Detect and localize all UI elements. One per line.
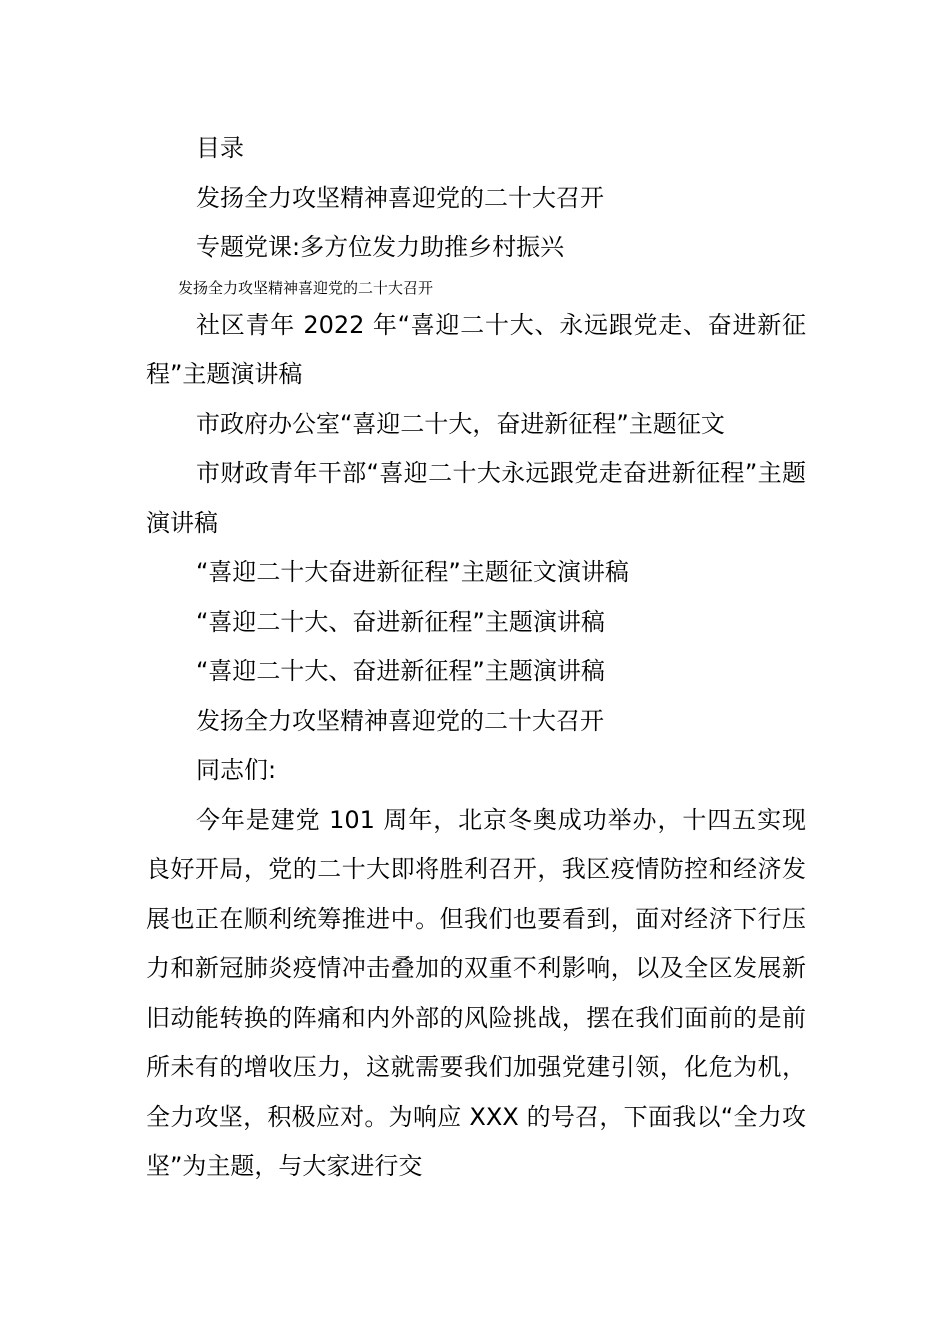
article-title: 市政府办公室“喜迎二十大，奋进新征程”主题征文 <box>196 409 725 438</box>
section-title: 发扬全力攻坚精神喜迎党的二十大召开 <box>196 706 604 735</box>
toc-item: 发扬全力攻坚精神喜迎党的二十大召开 <box>196 183 604 212</box>
article-title: 市财政青年干部“喜迎二十大永远跟党走奋进新征程”主题演讲稿 <box>146 459 806 537</box>
article-title: “喜迎二十大奋进新征程”主题征文演讲稿 <box>196 558 629 586</box>
article-title: “喜迎二十大、奋进新征程”主题演讲稿 <box>196 657 605 685</box>
article-title: “喜迎二十大、奋进新征程”主题演讲稿 <box>196 607 605 636</box>
salutation: 同志们: <box>196 756 277 784</box>
toc-heading: 目录 <box>196 134 244 162</box>
body-paragraph: 今年是建党 101 周年，北京冬奥成功举办，十四五实现良好开局，党的二十大即将胜利召开，我区疫情防控和经济发展也正在顺利统筹推进中。但我们也要看到，面对经济下行压力和新冠肺炎疫情冲击叠加的双重不利影响，以及全区发展新旧动能转换的阵痛和内外部的风险挑战，摆在我们面前的是前所未有的增收压力，这就需要我们加强党建引领，化危为机，全力攻坚，积极应对。为响应 XXX 的号召，下面我以“全力攻坚”为主题，与大家进行交 <box>146 805 806 1180</box>
article-title: 社区青年 2022 年“喜迎二十大、永远跟党走、奋进新征程”主题演讲稿 <box>146 310 806 388</box>
document-content <box>146 124 806 1192</box>
running-title: 发扬全力攻坚精神喜迎党的二十大召开 <box>178 278 434 297</box>
toc-item: 专题党课:多方位发力助推乡村振兴 <box>196 233 565 261</box>
